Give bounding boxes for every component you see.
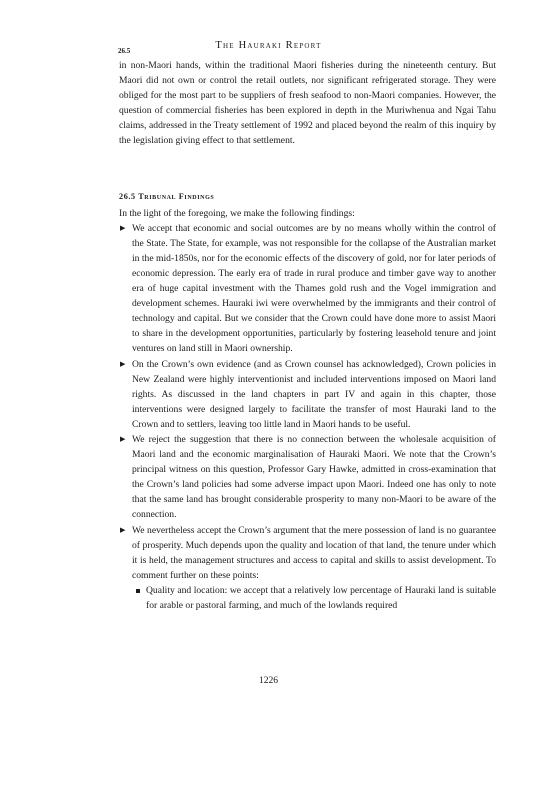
finding-text: On the Crown’s own evidence (and as Crown counsel has acknowledged), Crown policies in New Zealand were highly interventionist and included interventions imposed on Maori land rights. As discussed in the land chapters in part IV and again in this chapter, those interventions were designed largely to facilitate the transfer of most Hauraki land to the Crown and to settlers, leaving too little land in Maori hands to be useful. [132, 358, 496, 430]
square-bullet-icon [136, 589, 140, 593]
sub-finding-text: Quality and location: we accept that a relatively low percentage of Hauraki land is suitable for arable or pastoral farming, and much of the lowlands required [146, 584, 496, 611]
finding-item [119, 523, 496, 583]
sub-findings-list [119, 583, 496, 613]
findings-list [119, 221, 496, 583]
arrow-bullet-icon: ▶ [120, 434, 126, 443]
section-marker: 26.5 [118, 47, 131, 55]
sub-finding-item [133, 583, 496, 613]
finding-item [119, 357, 496, 432]
body-text [119, 58, 496, 613]
section-heading: 26.5 Tribunal Findings [119, 191, 215, 201]
finding-item [119, 432, 496, 523]
arrow-bullet-icon: ▶ [120, 525, 126, 534]
findings-lead: In the light of the foregoing, we make the following findings: [119, 207, 355, 219]
finding-text: We nevertheless accept the Crown’s argument that the mere possession of land is no guarantee of prosperity. Much depends upon the quality and location of that land, the tenure under which it is held, the management structures and access to capital and skills to assist development. To comment further on these points: [132, 524, 496, 581]
intro-paragraph: in non-Maori hands, within the traditional Maori fisheries during the nineteenth century. But Maori did not own or control the retail outlets, nor significant refrigerated storage. They were obliged for the most part to be suppliers of fresh seafood to non-Maori companies. However, the question of commercial fisheries has been explored in depth in the Muriwhenua and Ngai Tahu claims, addressed in the Treaty settlement of 1992 and placed beyond the realm of this inquiry by the legislation giving effect to that settlement. [119, 60, 496, 147]
page-number: 1226 [258, 675, 279, 686]
arrow-bullet-icon: ▶ [120, 359, 126, 368]
arrow-bullet-icon: ▶ [120, 223, 126, 232]
finding-text: We reject the suggestion that there is no connection between the wholesale acquisition of Maori land and the economic marginalisation of Hauraki Maori. We note that the Crown’s principal witness on this question, Professor Gary Hawke, admitted in cross-examination that the Crown’s land policies had some adverse impact upon Maori. Indeed one has only to note that the same land has brought considerable prosperity to many non-Maori to be aware of the connection. [132, 433, 496, 521]
running-title: The Hauraki Report [215, 40, 322, 51]
finding-text: We accept that economic and social outcomes are by no means wholly within the control of the State. The State, for example, was not responsible for the collapse of the Australian market in the mid-1850s, nor for the economic effects of the discovery of gold, nor for later periods of economic depression. The early era of trade in rural produce and timber gave way to another era of huge capital investment with the Thames gold rush and the Vogel immigration and development schemes. Hauraki iwi were overwhelmed by the immigrants and their control of technology and capital. But we consider that the Crown could have done more to assist Maori to share in the development opportunities, particularly by fostering leasehold tenure and joint ventures on land still in Maori ownership. [132, 222, 496, 355]
finding-item [119, 221, 496, 357]
